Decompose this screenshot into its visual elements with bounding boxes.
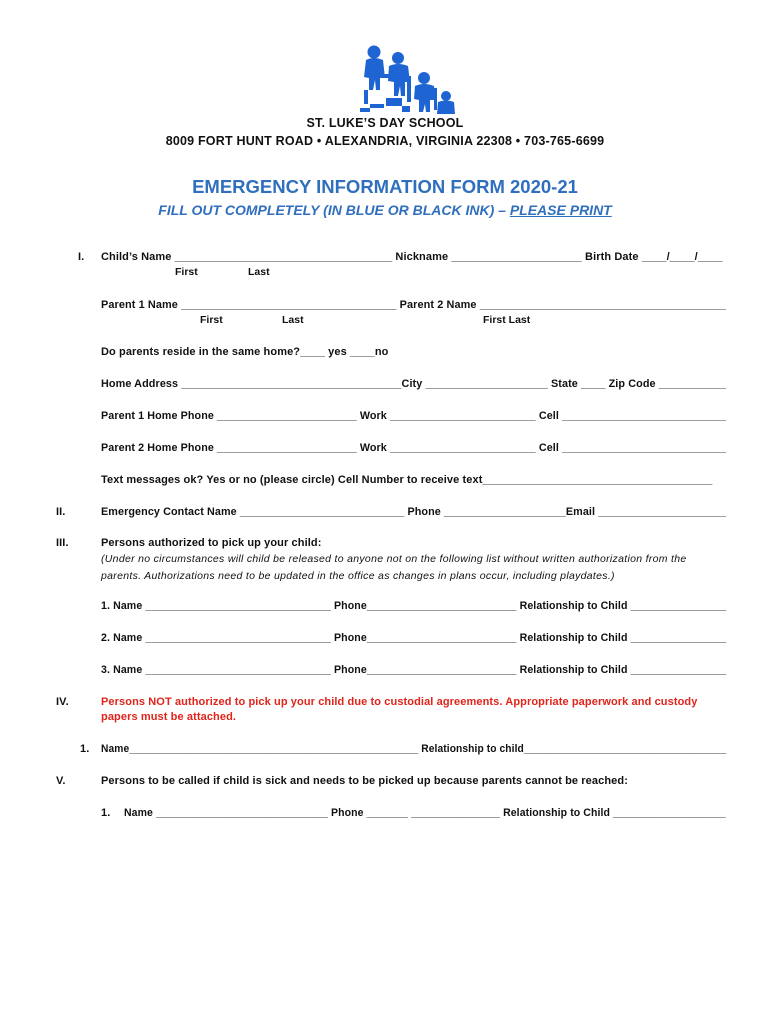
subtitle-please-print: PLEASE PRINT bbox=[509, 202, 612, 218]
school-logo bbox=[358, 44, 462, 116]
parent-names-line[interactable]: Parent 1 Name ___________________________________ Parent 2 Name ________________________________________ bbox=[101, 299, 726, 311]
sick-contact-row[interactable]: Name _____________________________ Phone _______ _______________ Relationship to Child ___________________ bbox=[124, 807, 726, 819]
sick-contact-heading: Persons to be called if child is sick and needs to be picked up because parents cannot be reached: bbox=[101, 775, 628, 787]
section-numeral-5: V. bbox=[56, 775, 66, 787]
form-title: EMERGENCY INFORMATION FORM 2020-21 bbox=[192, 176, 578, 197]
section-numeral-4: IV. bbox=[56, 696, 69, 708]
not-authorized-row[interactable]: Name__________________________________________________ Relationship to child___________________________________ bbox=[101, 743, 727, 755]
authorized-row-2[interactable]: 2. Name _______________________________ Phone_________________________ Relationship to Child ________________ bbox=[101, 632, 727, 644]
authorized-heading: Persons authorized to pick up your child: bbox=[101, 537, 322, 549]
home-address-line[interactable]: Home Address ____________________________________City ____________________ State ____ Zip Code ___________ bbox=[101, 378, 727, 390]
subtitle-prefix: FILL OUT COMPLETELY (IN BLUE OR BLACK INK) – bbox=[158, 202, 510, 218]
school-address: 8009 FORT HUNT ROAD • ALEXANDRIA, VIRGINIA 22308 • 703-765-6699 bbox=[165, 134, 605, 148]
parent1-last-label: Last bbox=[282, 314, 304, 326]
sick-contact-row-num: 1. bbox=[101, 807, 111, 819]
child-first-label: First bbox=[175, 266, 198, 278]
parent1-phone-line[interactable]: Parent 1 Home Phone _______________________ Work ________________________ Cell ___________________________ bbox=[101, 410, 727, 422]
parent1-first-label: First bbox=[200, 314, 223, 326]
authorized-row-1[interactable]: 1. Name _______________________________ Phone_________________________ Relationship to Child ________________ bbox=[101, 600, 727, 612]
not-authorized-warning-line1: Persons NOT authorized to pick up your child due to custodial agreements. Appropriate paperwork and custody bbox=[101, 696, 698, 708]
text-messages-line[interactable]: Text messages ok? Yes or no (please circle) Cell Number to receive text_____________________________________ bbox=[101, 474, 713, 486]
form-subtitle bbox=[0, 202, 770, 218]
same-home-question[interactable]: Do parents reside in the same home?____ yes ____no bbox=[101, 346, 389, 358]
school-name: ST. LUKE’S DAY SCHOOL bbox=[306, 116, 464, 130]
section-numeral-2: II. bbox=[56, 506, 66, 518]
section-numeral-3: III. bbox=[56, 537, 69, 549]
not-authorized-warning-line2: papers must be attached. bbox=[101, 711, 237, 723]
section-numeral-1: I. bbox=[78, 251, 85, 263]
parent2-phone-line[interactable]: Parent 2 Home Phone _______________________ Work ________________________ Cell ___________________________ bbox=[101, 442, 727, 454]
child-info-line[interactable]: Child’s Name ___________________________________ Nickname _____________________ Birth Date ____/____/____ bbox=[101, 251, 723, 263]
authorized-note-line2: parents. Authorizations need to be updated in the office as changes in plans occur, including playdates.) bbox=[101, 570, 615, 582]
emergency-contact-line[interactable]: Emergency Contact Name ___________________________ Phone ____________________Email _____________________ bbox=[101, 506, 727, 518]
child-last-label: Last bbox=[248, 266, 270, 278]
not-authorized-row-num: 1. bbox=[80, 743, 90, 755]
authorized-note-line1: (Under no circumstances will child be released to anyone not on the following list without written authorization from the bbox=[101, 553, 687, 565]
authorized-row-3[interactable]: 3. Name _______________________________ Phone_________________________ Relationship to Child ________________ bbox=[101, 664, 727, 676]
parent2-firstlast-label: First Last bbox=[483, 314, 531, 326]
